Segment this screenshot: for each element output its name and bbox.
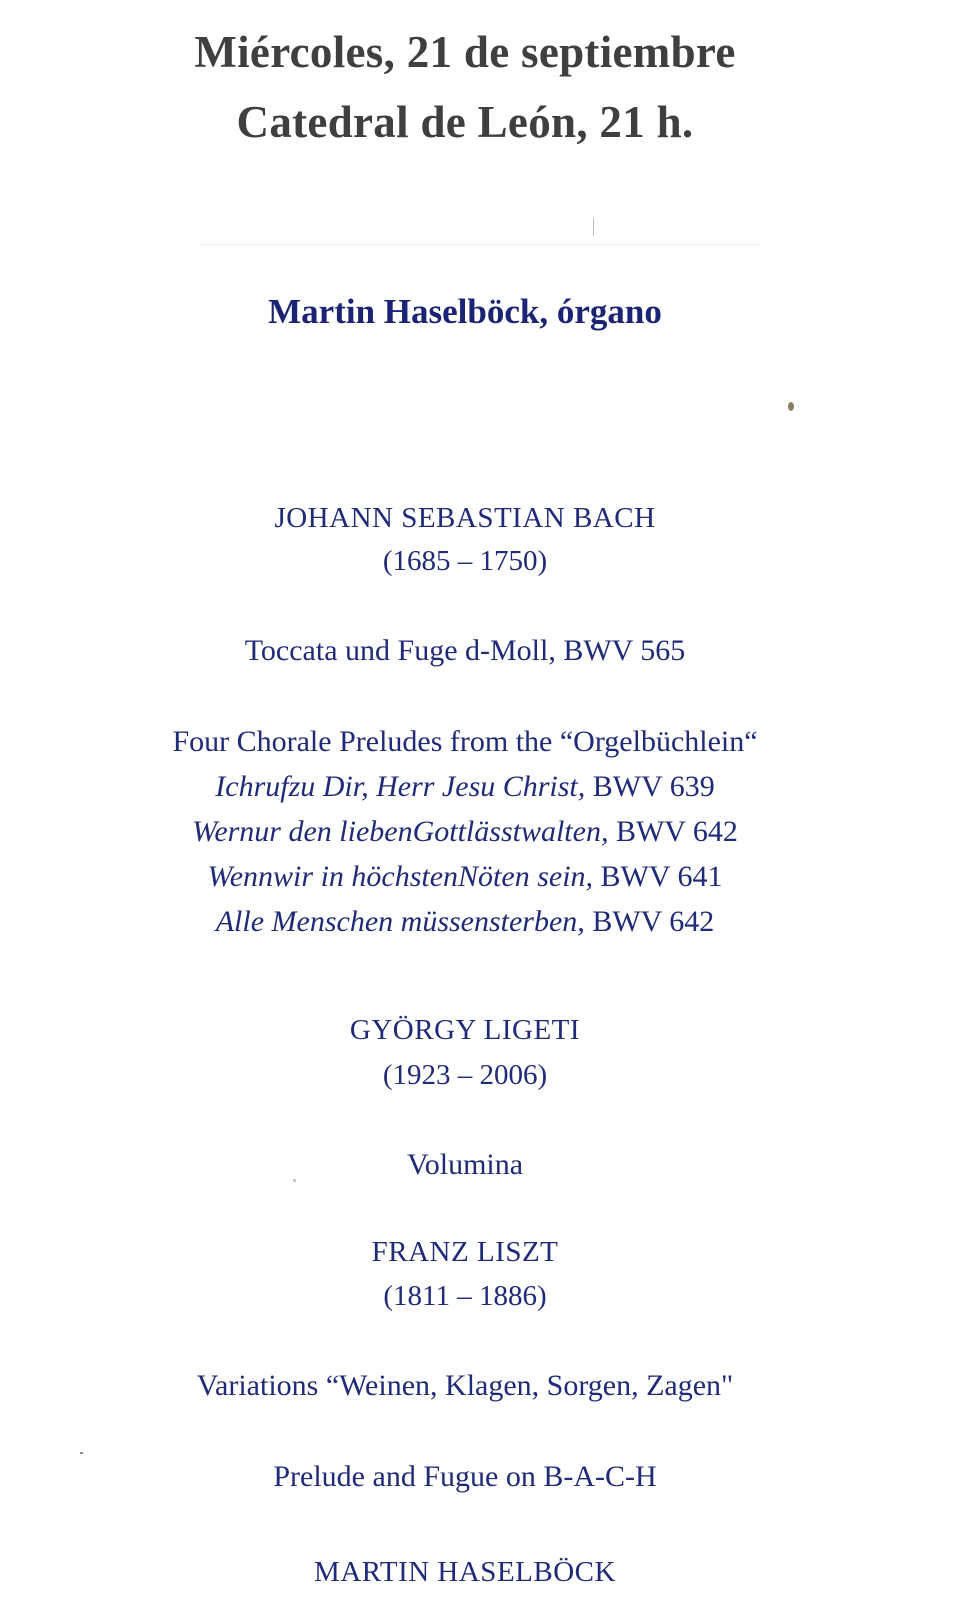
composer-bach-dates: (1685 – 1750) xyxy=(382,545,548,577)
composer-liszt-dates: (1811 – 1886) xyxy=(383,1280,547,1312)
scan-mark xyxy=(200,244,760,245)
concert-date: Miércoles, 21 de septiembre xyxy=(194,27,736,77)
work-prelude-fugue: Prelude and Fugue on B-A-C-H xyxy=(273,1460,657,1493)
chorale-item xyxy=(0,815,930,849)
composer-bach: JOHANN SEBASTIAN BACH xyxy=(274,502,656,534)
composer-ligeti-dates: (1923 – 2006) xyxy=(382,1059,548,1091)
chorale-bwv: BWV 639 xyxy=(585,770,715,803)
composer-haselbock: MARTIN HASELBÖCK xyxy=(314,1556,616,1588)
chorale-bwv: BWV 641 xyxy=(593,860,723,893)
chorale-item xyxy=(0,860,930,894)
chorale-title: Ichrufzu Dir, Herr Jesu Christ, xyxy=(215,770,586,803)
scan-mark xyxy=(593,218,594,236)
chorale-item xyxy=(0,770,930,804)
chorale-title: Alle Menschen müssensterben, xyxy=(215,905,585,938)
scan-speck xyxy=(293,1179,296,1182)
work-variations: Variations “Weinen, Klagen, Sorgen, Zagen" xyxy=(196,1369,734,1402)
chorale-bwv: BWV 642 xyxy=(608,815,738,848)
work-chorale-heading: Four Chorale Preludes from the “Orgelbüchlein“ xyxy=(172,725,758,758)
chorale-bwv: BWV 642 xyxy=(584,905,715,938)
work-toccata: Toccata und Fuge d-Moll, BWV 565 xyxy=(244,634,686,667)
chorale-title: Wernur den liebenGottlässtwalten, xyxy=(192,815,609,848)
chorale-item xyxy=(0,905,930,939)
composer-ligeti: GYÖRGY LIGETI xyxy=(349,1014,581,1046)
scan-speck xyxy=(788,402,794,411)
chorale-title: Wennwir in höchstenNöten sein, xyxy=(207,860,594,893)
scan-speck xyxy=(80,1452,83,1454)
concert-venue: Catedral de León, 21 h. xyxy=(236,97,694,147)
composer-liszt: FRANZ LISZT xyxy=(371,1236,559,1268)
performer-name: Martin Haselböck, órgano xyxy=(268,292,662,331)
work-volumina: Volumina xyxy=(406,1148,524,1181)
